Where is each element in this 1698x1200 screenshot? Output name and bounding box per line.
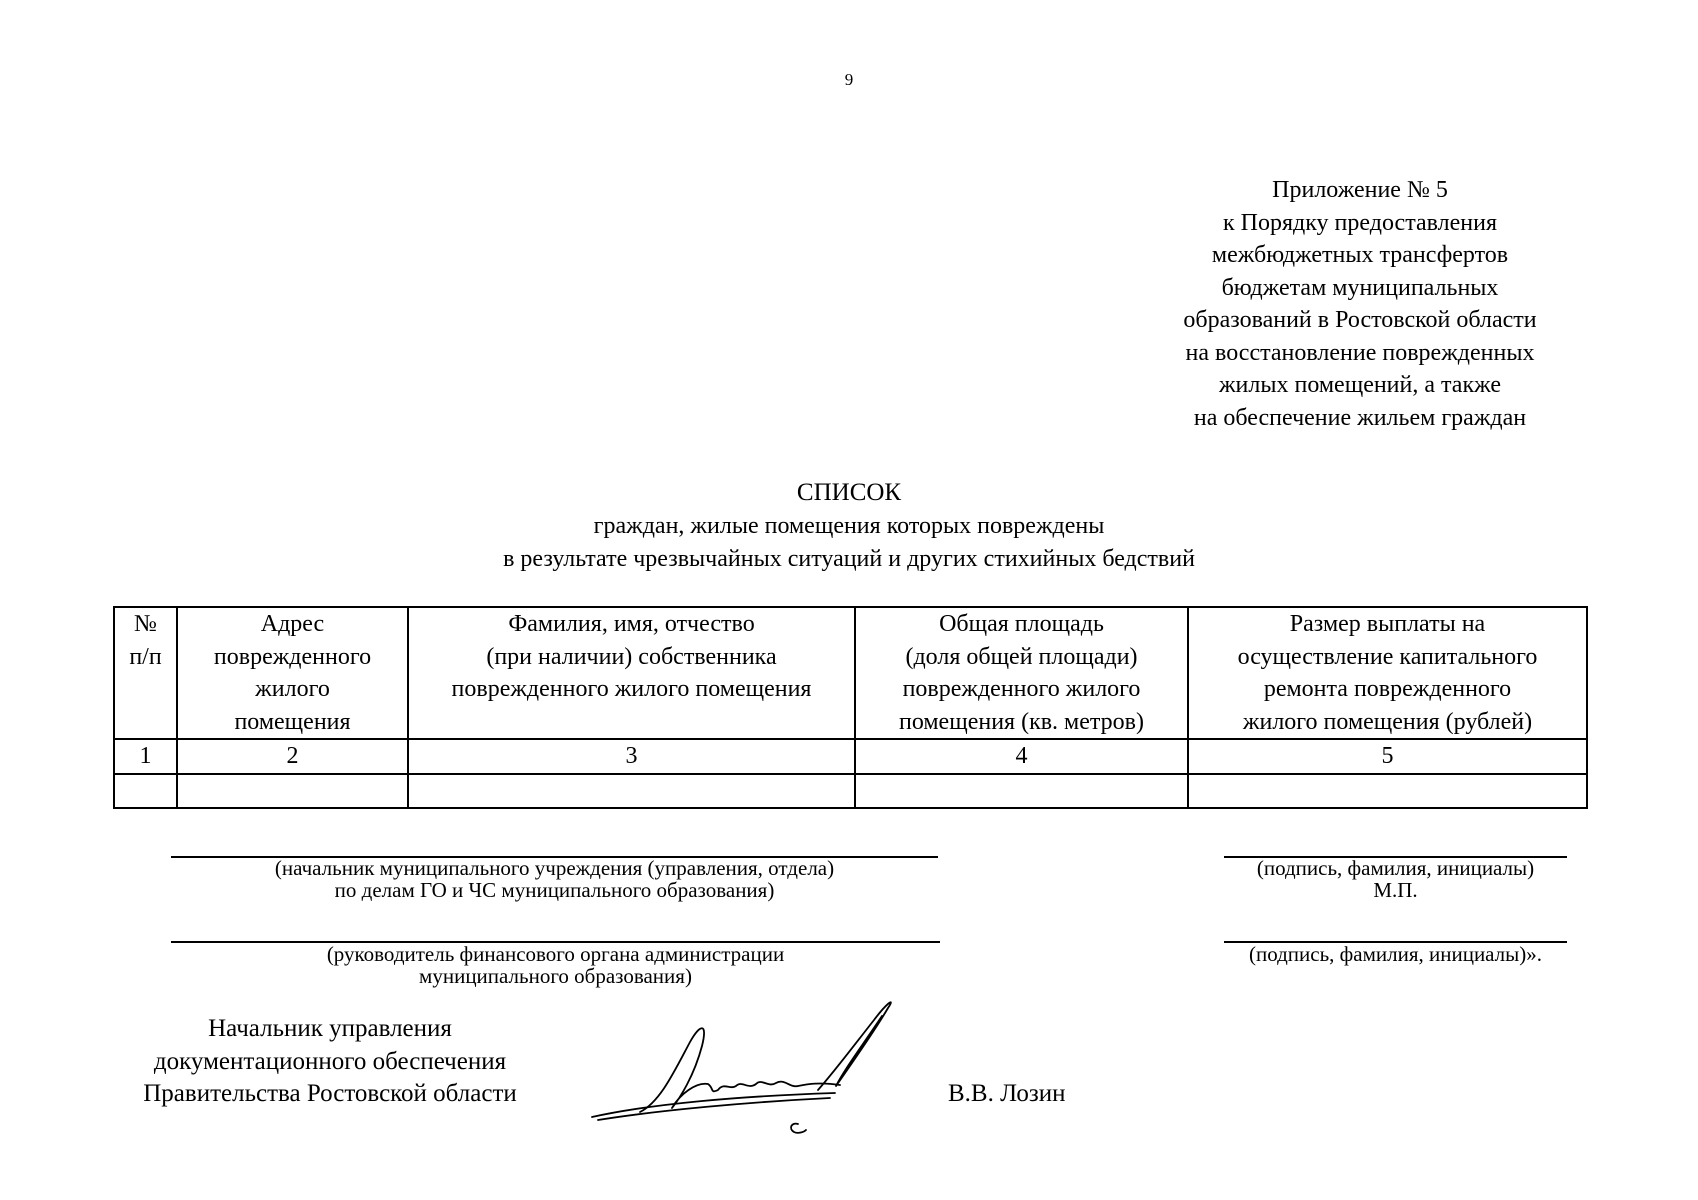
appendix-header xyxy=(1130,174,1590,434)
document-subtitle xyxy=(0,510,1698,575)
table-row xyxy=(114,774,1587,808)
signer-name: В.В. Лозин xyxy=(948,1080,1066,1107)
header-line: осуществление капитального xyxy=(1237,643,1538,670)
column-number-cell: 5 xyxy=(1188,739,1587,774)
head-sign-caption xyxy=(1224,857,1567,901)
empty-cell xyxy=(1188,774,1587,808)
header-line: Адрес xyxy=(260,611,325,637)
header-line: Размер выплаты на xyxy=(1289,611,1486,637)
column-number-cell: 2 xyxy=(177,739,408,774)
appendix-line: бюджетам муниципальных xyxy=(1221,274,1499,301)
header-line: поврежденного xyxy=(213,643,372,670)
empty-cell xyxy=(408,774,855,808)
empty-cell xyxy=(177,774,408,808)
subtitle-line: в результате чрезвычайных ситуаций и других стихийных бедствий xyxy=(503,545,1195,572)
signer-title-line: Правительства Ростовской области xyxy=(143,1080,517,1107)
appendix-line: межбюджетных трансфертов xyxy=(1211,242,1509,268)
document-title: СПИСОК xyxy=(796,479,902,506)
header-line: Фамилия, имя, отчество xyxy=(508,611,755,637)
handwritten-signature xyxy=(590,990,920,1135)
header-line: (при наличии) собственника xyxy=(486,643,777,670)
caption-line: (подпись, фамилия, инициалы) xyxy=(1256,856,1535,880)
header-line: помещения xyxy=(234,708,351,735)
caption-line: (начальник муниципального учреждения (управления, отдела) xyxy=(274,856,835,880)
header-line: Общая площадь xyxy=(939,611,1104,637)
signer-title xyxy=(110,1013,550,1111)
header-line: поврежденного жилого помещения xyxy=(451,676,812,702)
header-line: помещения (кв. метров) xyxy=(898,708,1144,735)
appendix-line: на обеспечение жильем граждан xyxy=(1193,404,1527,431)
column-number-cell: 4 xyxy=(855,739,1188,774)
header-line: жилого помещения (рублей) xyxy=(1242,708,1533,735)
col-header-payment xyxy=(1188,607,1587,739)
empty-cell xyxy=(114,774,177,808)
page-number: 9 xyxy=(844,70,854,89)
caption-line: М.П. xyxy=(1373,878,1418,902)
caption-line: по делам ГО и ЧС муниципального образования) xyxy=(334,878,775,902)
col-header-address xyxy=(177,607,408,739)
caption-line: (руководитель финансового органа администрации xyxy=(326,942,785,966)
col-header-owner-name xyxy=(408,607,855,739)
subtitle-line: граждан, жилые помещения которых повреждены xyxy=(593,513,1105,539)
finance-sign-caption xyxy=(1224,943,1567,965)
appendix-line: Приложение № 5 xyxy=(1272,177,1448,203)
header-line: поврежденного жилого xyxy=(902,676,1141,702)
head-position-caption xyxy=(171,857,938,901)
col-header-area xyxy=(855,607,1188,739)
empty-cell xyxy=(855,774,1188,808)
appendix-line: к Порядку предоставления xyxy=(1222,209,1497,236)
col-header-number xyxy=(114,607,177,739)
citizens-table xyxy=(113,606,1588,809)
caption-line: муниципального образования) xyxy=(419,964,692,988)
signer-title-line: документационного обеспечения xyxy=(153,1047,507,1075)
header-line: ремонта поврежденного xyxy=(1263,676,1512,702)
appendix-line: образований в Ростовской области xyxy=(1183,307,1537,333)
column-number-row xyxy=(114,739,1587,774)
finance-position-caption xyxy=(171,943,940,987)
column-number-cell: 3 xyxy=(408,739,855,774)
column-number-cell: 1 xyxy=(114,739,177,774)
header-line: № xyxy=(134,611,157,637)
appendix-line: на восстановление поврежденных xyxy=(1185,339,1535,366)
appendix-line: жилых помещений, а также xyxy=(1218,372,1502,398)
header-line: жилого xyxy=(255,676,330,702)
table-header-row xyxy=(114,607,1587,739)
header-line: п/п xyxy=(129,643,162,670)
signer-title-line: Начальник управления xyxy=(208,1015,452,1042)
header-line: (доля общей площади) xyxy=(905,643,1138,670)
caption-line: (подпись, фамилия, инициалы)». xyxy=(1248,942,1543,966)
